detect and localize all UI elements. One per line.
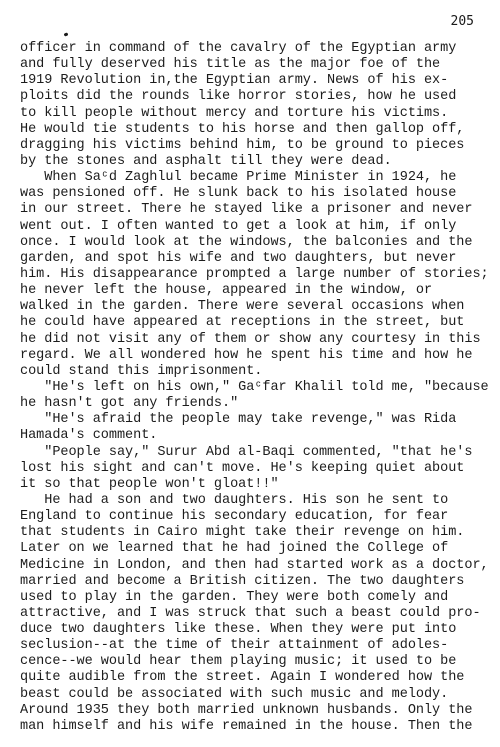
text-line: was pensioned off. He slunk back to his isolated house (20, 186, 457, 202)
text-line: He would tie students to his horse and then gallop off, (20, 121, 465, 137)
text-line: Medicine in London, and then had started work as a doctor, (20, 557, 489, 573)
text-line: could stand this imprisonment. (20, 363, 263, 379)
text-line: and fully deserved his title as the major foe of the (20, 57, 441, 73)
text-line: regard. We all wondered how he spent his time and how he (20, 347, 473, 363)
text-line: married and become a British citizen. The two daughters (20, 573, 465, 589)
text-line: he hasn't got any friends." (20, 396, 239, 412)
text-line: man himself and his wife remained in the house. Then the (20, 718, 473, 734)
text-line: attractive, and I was struck that such a beast could pro- (20, 605, 481, 621)
text-line: Later on we learned that he had joined the College of (20, 541, 449, 557)
text-line: walked in the garden. There were several occasions when (20, 299, 465, 315)
text-line: used to play in the garden. They were both comely and (20, 589, 449, 605)
ink-speck (64, 32, 69, 36)
text-line: When Saᶜd Zaghlul became Prime Minister in 1924, he (20, 170, 457, 186)
text-line: "People say," Surur Abd al-Baqi commented, "that he's (20, 444, 473, 460)
text-line: to kill people without mercy and torture his victims. (20, 105, 449, 121)
text-line: "He's afraid the people may take revenge," was Rida (20, 412, 457, 428)
text-line: officer in command of the cavalry of the Egyptian army (20, 41, 457, 56)
text-line: in our street. There he stayed like a prisoner and never (20, 202, 473, 218)
body-text (20, 41, 490, 735)
text-line: it so that people won't gloat!!" (20, 476, 279, 492)
text-line: he did not visit any of them or show any courtesy in this (20, 331, 481, 347)
text-line: "He's left on his own," Gaᶜfar Khalil told me, "because (20, 379, 489, 395)
text-line: he never left the house, appeared in the window, or (20, 283, 433, 299)
text-line: He had a son and two daughters. His son he sent to (20, 492, 449, 508)
text-line: quite audible from the street. Again I wondered how the (20, 670, 465, 686)
text-line: once. I would look at the windows, the balconies and the (20, 234, 473, 250)
text-line: him. His disappearance prompted a large number of stories; (20, 266, 489, 282)
text-line: cence--we would hear them playing music; it used to be (20, 654, 457, 670)
text-line: Hamada's comment. (20, 428, 158, 444)
text-line: went out. I often wanted to get a look at him, if only (20, 218, 457, 234)
text-line: garden, and spot his wife and two daughters, but never (20, 250, 457, 266)
text-line: lost his sight and can't move. He's keeping quiet about (20, 460, 465, 476)
text-line: dragging his victims behind him, to be ground to pieces (20, 137, 465, 153)
text-line: by the stones and asphalt till they were dead. (20, 153, 392, 169)
text-line: 1919 Revolution in,the Egyptian army. News of his ex- (20, 73, 449, 89)
text-line: he could have appeared at receptions in the street, but (20, 315, 465, 331)
text-line: that students in Cairo might take their revenge on him. (20, 525, 465, 541)
text-line: England to continue his secondary education, for fear (20, 509, 449, 525)
page-number: 205 (450, 14, 474, 29)
text-line: beast could be associated with such music and melody. (20, 686, 449, 702)
text-line: duce two daughters like these. When they were put into (20, 622, 457, 638)
text-line: Around 1935 they both married unknown husbands. Only the (20, 702, 473, 718)
text-line: seclusion--at the time of their attainment of adoles- (20, 638, 449, 654)
text-line: ploits did the rounds like horror stories, how he used (20, 89, 457, 105)
